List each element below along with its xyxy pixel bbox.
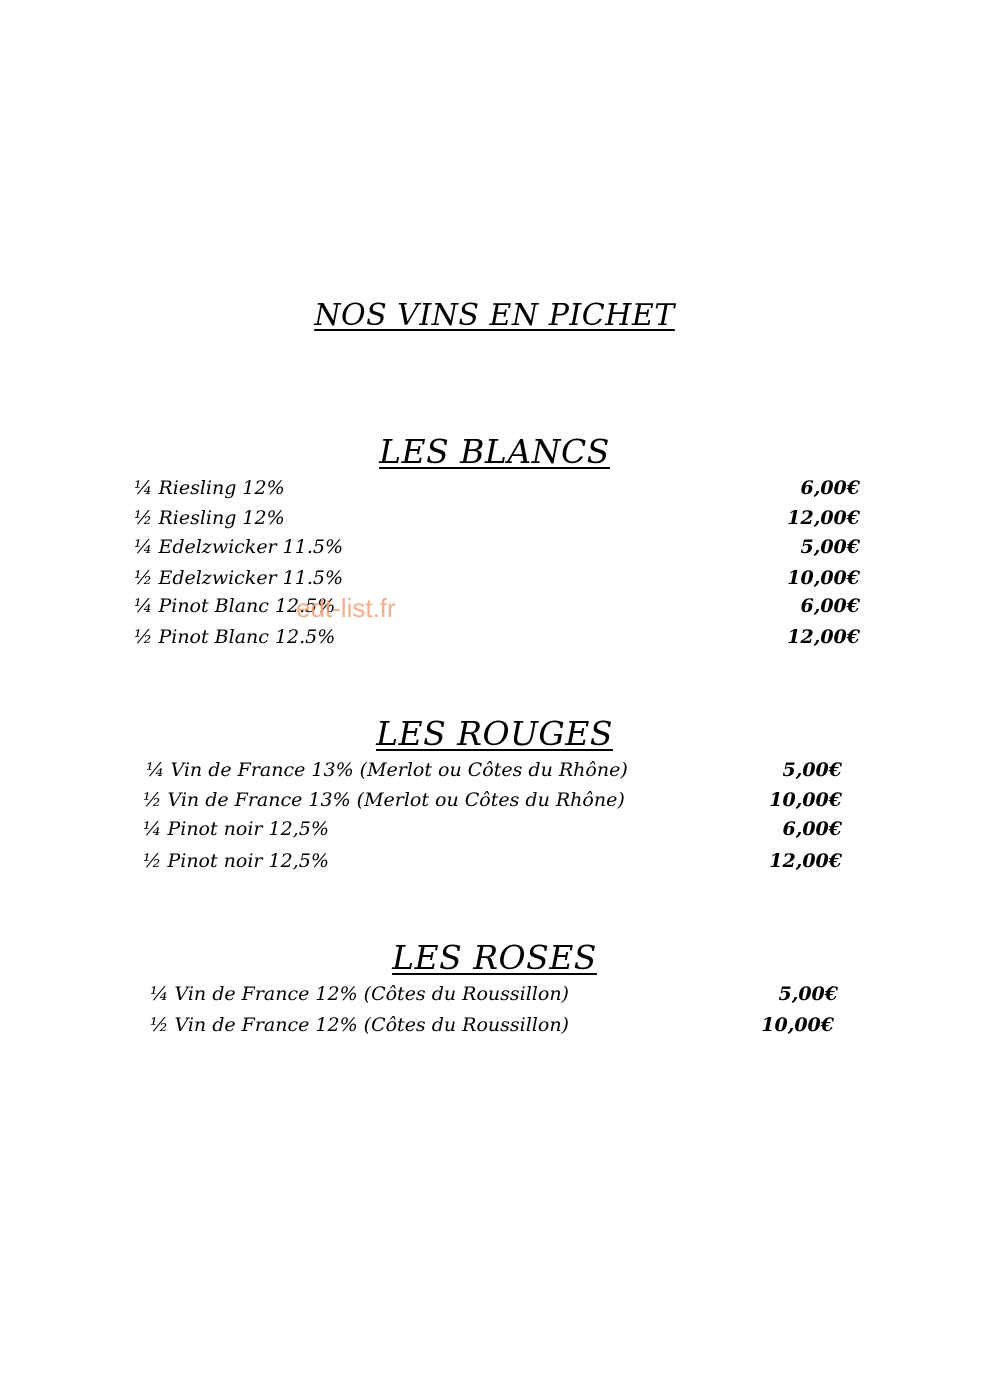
item-name: ¼ Edelzwicker 11.5%: [134, 536, 344, 558]
list-item: [146, 756, 842, 784]
list-item: [134, 474, 860, 502]
list-item: [134, 623, 860, 651]
list-item: [134, 504, 860, 532]
section-title-rouges: LES ROUGES: [376, 714, 613, 753]
item-price: 5,00€: [800, 536, 860, 558]
list-item: [143, 847, 842, 875]
list-item: [143, 786, 842, 814]
item-price: 10,00€: [761, 1014, 834, 1036]
item-price: 10,00€: [769, 789, 842, 811]
list-item: [134, 564, 860, 592]
item-price: 10,00€: [787, 567, 860, 589]
watermark: edt-list.fr: [296, 593, 396, 623]
item-name: ½ Pinot noir 12,5%: [143, 850, 329, 872]
item-price: 12,00€: [769, 850, 842, 872]
item-name: ¼ Pinot noir 12,5%: [143, 818, 329, 840]
item-price: 5,00€: [778, 983, 838, 1005]
item-price: 5,00€: [782, 759, 842, 781]
item-name: ¼ Riesling 12%: [134, 477, 285, 499]
item-name: ½ Pinot Blanc 12.5%: [134, 626, 336, 648]
item-price: 6,00€: [782, 818, 842, 840]
list-item: [150, 1011, 834, 1039]
item-price: 12,00€: [787, 507, 860, 529]
item-name: ½ Edelzwicker 11.5%: [134, 567, 344, 589]
item-price: 6,00€: [800, 477, 860, 499]
item-name: ½ Riesling 12%: [134, 507, 285, 529]
item-name: ½ Vin de France 12% (Côtes du Roussillon): [150, 1014, 569, 1036]
item-price: 12,00€: [787, 626, 860, 648]
list-item: [150, 980, 838, 1008]
item-name: ¼ Vin de France 13% (Merlot ou Côtes du Rhône): [146, 759, 628, 781]
section-title-blancs: LES BLANCS: [379, 432, 610, 471]
item-name: ½ Vin de France 13% (Merlot ou Côtes du Rhône): [143, 789, 625, 811]
item-name: ¼ Vin de France 12% (Côtes du Roussillon): [150, 983, 569, 1005]
item-name: ¼ Pinot Blanc 12.5%: [134, 595, 336, 617]
section-title-roses: LES ROSES: [392, 938, 597, 977]
item-price: 6,00€: [800, 595, 860, 617]
list-item: [134, 533, 860, 561]
list-item: [143, 815, 842, 843]
page-title: NOS VINS EN PICHET: [314, 298, 675, 333]
list-item: [134, 592, 860, 620]
